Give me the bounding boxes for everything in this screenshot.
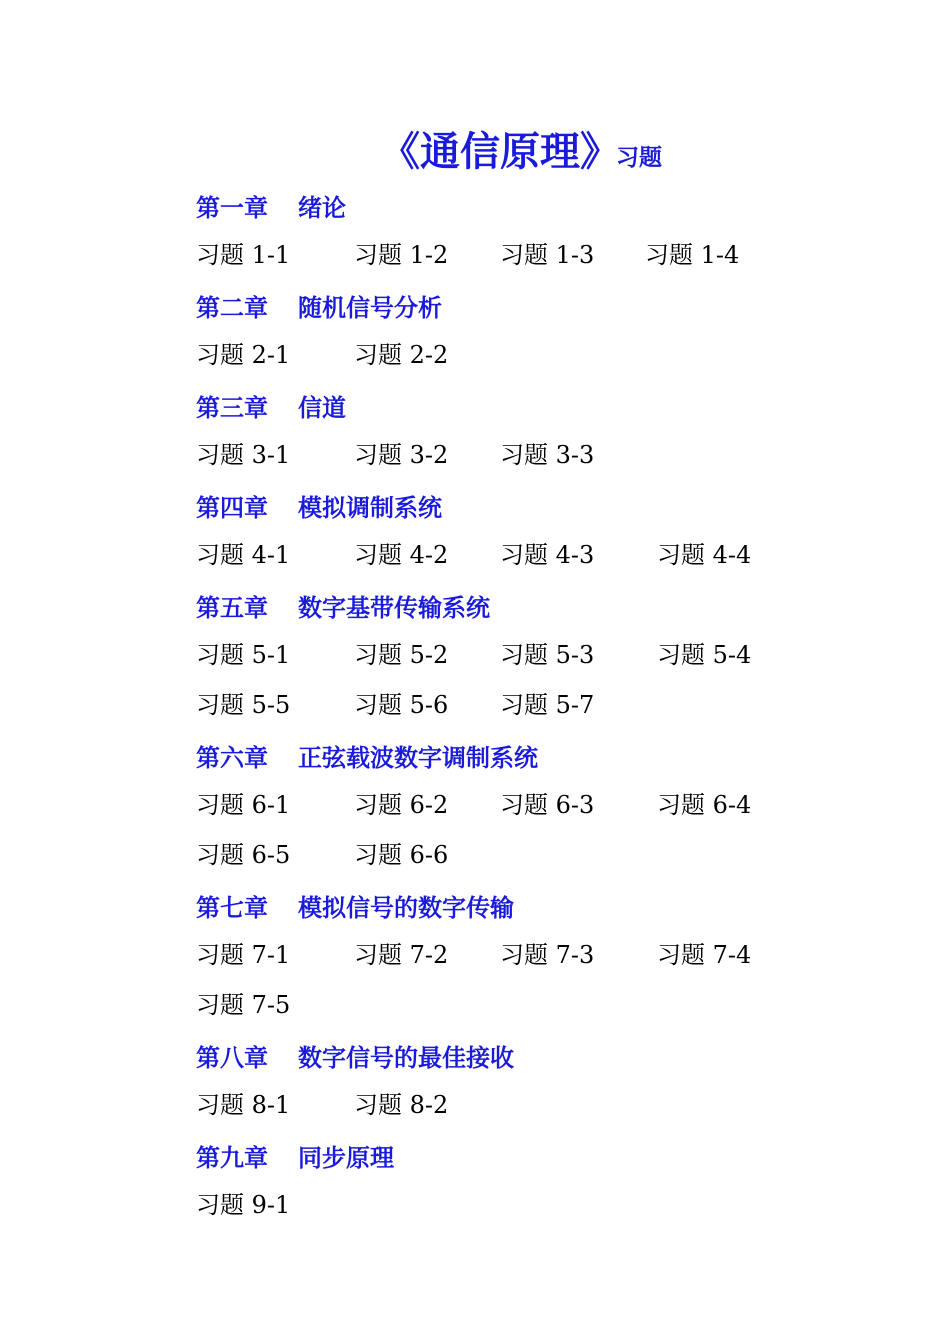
- chapter-title: 绪论: [298, 192, 346, 222]
- chapter-number: 第三章: [196, 392, 268, 422]
- exercise-link[interactable]: 习题 4-2: [354, 541, 449, 569]
- exercise-link[interactable]: 习题 9-1: [196, 1191, 291, 1219]
- exercise-link[interactable]: 习题 5-7: [500, 691, 595, 719]
- exercise-row: [196, 680, 856, 730]
- exercise-row: [196, 1080, 856, 1130]
- exercise-row: [196, 780, 856, 830]
- exercise-link[interactable]: 习题 3-1: [196, 441, 291, 469]
- exercise-link[interactable]: 习题 7-5: [196, 991, 291, 1019]
- exercise-row: [196, 530, 856, 580]
- exercise-link[interactable]: 习题 3-2: [354, 441, 449, 469]
- exercise-link[interactable]: 习题 5-2: [354, 641, 449, 669]
- chapter-heading[interactable]: [196, 480, 856, 530]
- chapter-number: 第四章: [196, 492, 268, 522]
- chapter-title: 随机信号分析: [298, 292, 442, 322]
- chapter-heading[interactable]: [196, 1030, 856, 1080]
- chapter-heading[interactable]: [196, 280, 856, 330]
- page-title[interactable]: 《通信原理》: [380, 128, 620, 175]
- exercise-link[interactable]: 习题 7-1: [196, 941, 291, 969]
- exercise-link[interactable]: 习题 7-2: [354, 941, 449, 969]
- exercise-link[interactable]: 习题 5-4: [657, 641, 752, 669]
- title-row: [0, 124, 950, 180]
- chapter-title: 数字信号的最佳接收: [298, 1042, 514, 1072]
- chapter-number: 第六章: [196, 742, 268, 772]
- exercise-link[interactable]: 习题 4-4: [657, 541, 752, 569]
- exercise-link[interactable]: 习题 7-4: [657, 941, 752, 969]
- exercise-link[interactable]: 习题 7-3: [500, 941, 595, 969]
- chapter-heading[interactable]: [196, 380, 856, 430]
- exercise-link[interactable]: 习题 1-1: [196, 241, 291, 269]
- chapter-number: 第七章: [196, 892, 268, 922]
- exercise-row: [196, 430, 856, 480]
- exercise-link[interactable]: 习题 6-6: [354, 841, 449, 869]
- chapter-number: 第五章: [196, 592, 268, 622]
- exercise-link[interactable]: 习题 6-4: [657, 791, 752, 819]
- exercise-link[interactable]: 习题 5-1: [196, 641, 291, 669]
- exercise-row: [196, 630, 856, 680]
- exercise-link[interactable]: 习题 6-2: [354, 791, 449, 819]
- exercise-link[interactable]: 习题 6-1: [196, 791, 291, 819]
- exercise-row: [196, 980, 856, 1030]
- exercise-link[interactable]: 习题 8-1: [196, 1091, 291, 1119]
- exercise-link[interactable]: 习题 6-5: [196, 841, 291, 869]
- chapter-title: 模拟信号的数字传输: [298, 892, 514, 922]
- chapter-number: 第九章: [196, 1142, 268, 1172]
- exercise-row: [196, 830, 856, 880]
- chapter-heading[interactable]: [196, 180, 856, 230]
- exercise-link[interactable]: 习题 5-3: [500, 641, 595, 669]
- chapter-title: 信道: [298, 392, 346, 422]
- exercise-link[interactable]: 习题 1-2: [354, 241, 449, 269]
- table-of-contents: [196, 180, 856, 1230]
- exercise-row: [196, 1180, 856, 1230]
- chapter-title: 数字基带传输系统: [298, 592, 490, 622]
- chapter-number: 第八章: [196, 1042, 268, 1072]
- exercise-link[interactable]: 习题 2-2: [354, 341, 449, 369]
- exercise-link[interactable]: 习题 4-1: [196, 541, 291, 569]
- exercise-link[interactable]: 习题 1-3: [500, 241, 595, 269]
- exercise-link[interactable]: 习题 4-3: [500, 541, 595, 569]
- chapter-heading[interactable]: [196, 1130, 856, 1180]
- chapter-title: 模拟调制系统: [298, 492, 442, 522]
- chapter-heading[interactable]: [196, 730, 856, 780]
- chapter-heading[interactable]: [196, 880, 856, 930]
- chapter-number: 第一章: [196, 192, 268, 222]
- exercise-link[interactable]: 习题 8-2: [354, 1091, 449, 1119]
- page-subtitle[interactable]: 习题: [616, 144, 662, 171]
- exercise-row: [196, 930, 856, 980]
- exercise-row: [196, 330, 856, 380]
- chapter-title: 同步原理: [298, 1142, 394, 1172]
- exercise-link[interactable]: 习题 2-1: [196, 341, 291, 369]
- chapter-number: 第二章: [196, 292, 268, 322]
- exercise-link[interactable]: 习题 1-4: [645, 241, 740, 269]
- chapter-title: 正弦载波数字调制系统: [298, 742, 538, 772]
- exercise-link[interactable]: 习题 5-5: [196, 691, 291, 719]
- exercise-link[interactable]: 习题 5-6: [354, 691, 449, 719]
- exercise-row: [196, 230, 856, 280]
- exercise-link[interactable]: 习题 3-3: [500, 441, 595, 469]
- chapter-heading[interactable]: [196, 580, 856, 630]
- exercise-link[interactable]: 习题 6-3: [500, 791, 595, 819]
